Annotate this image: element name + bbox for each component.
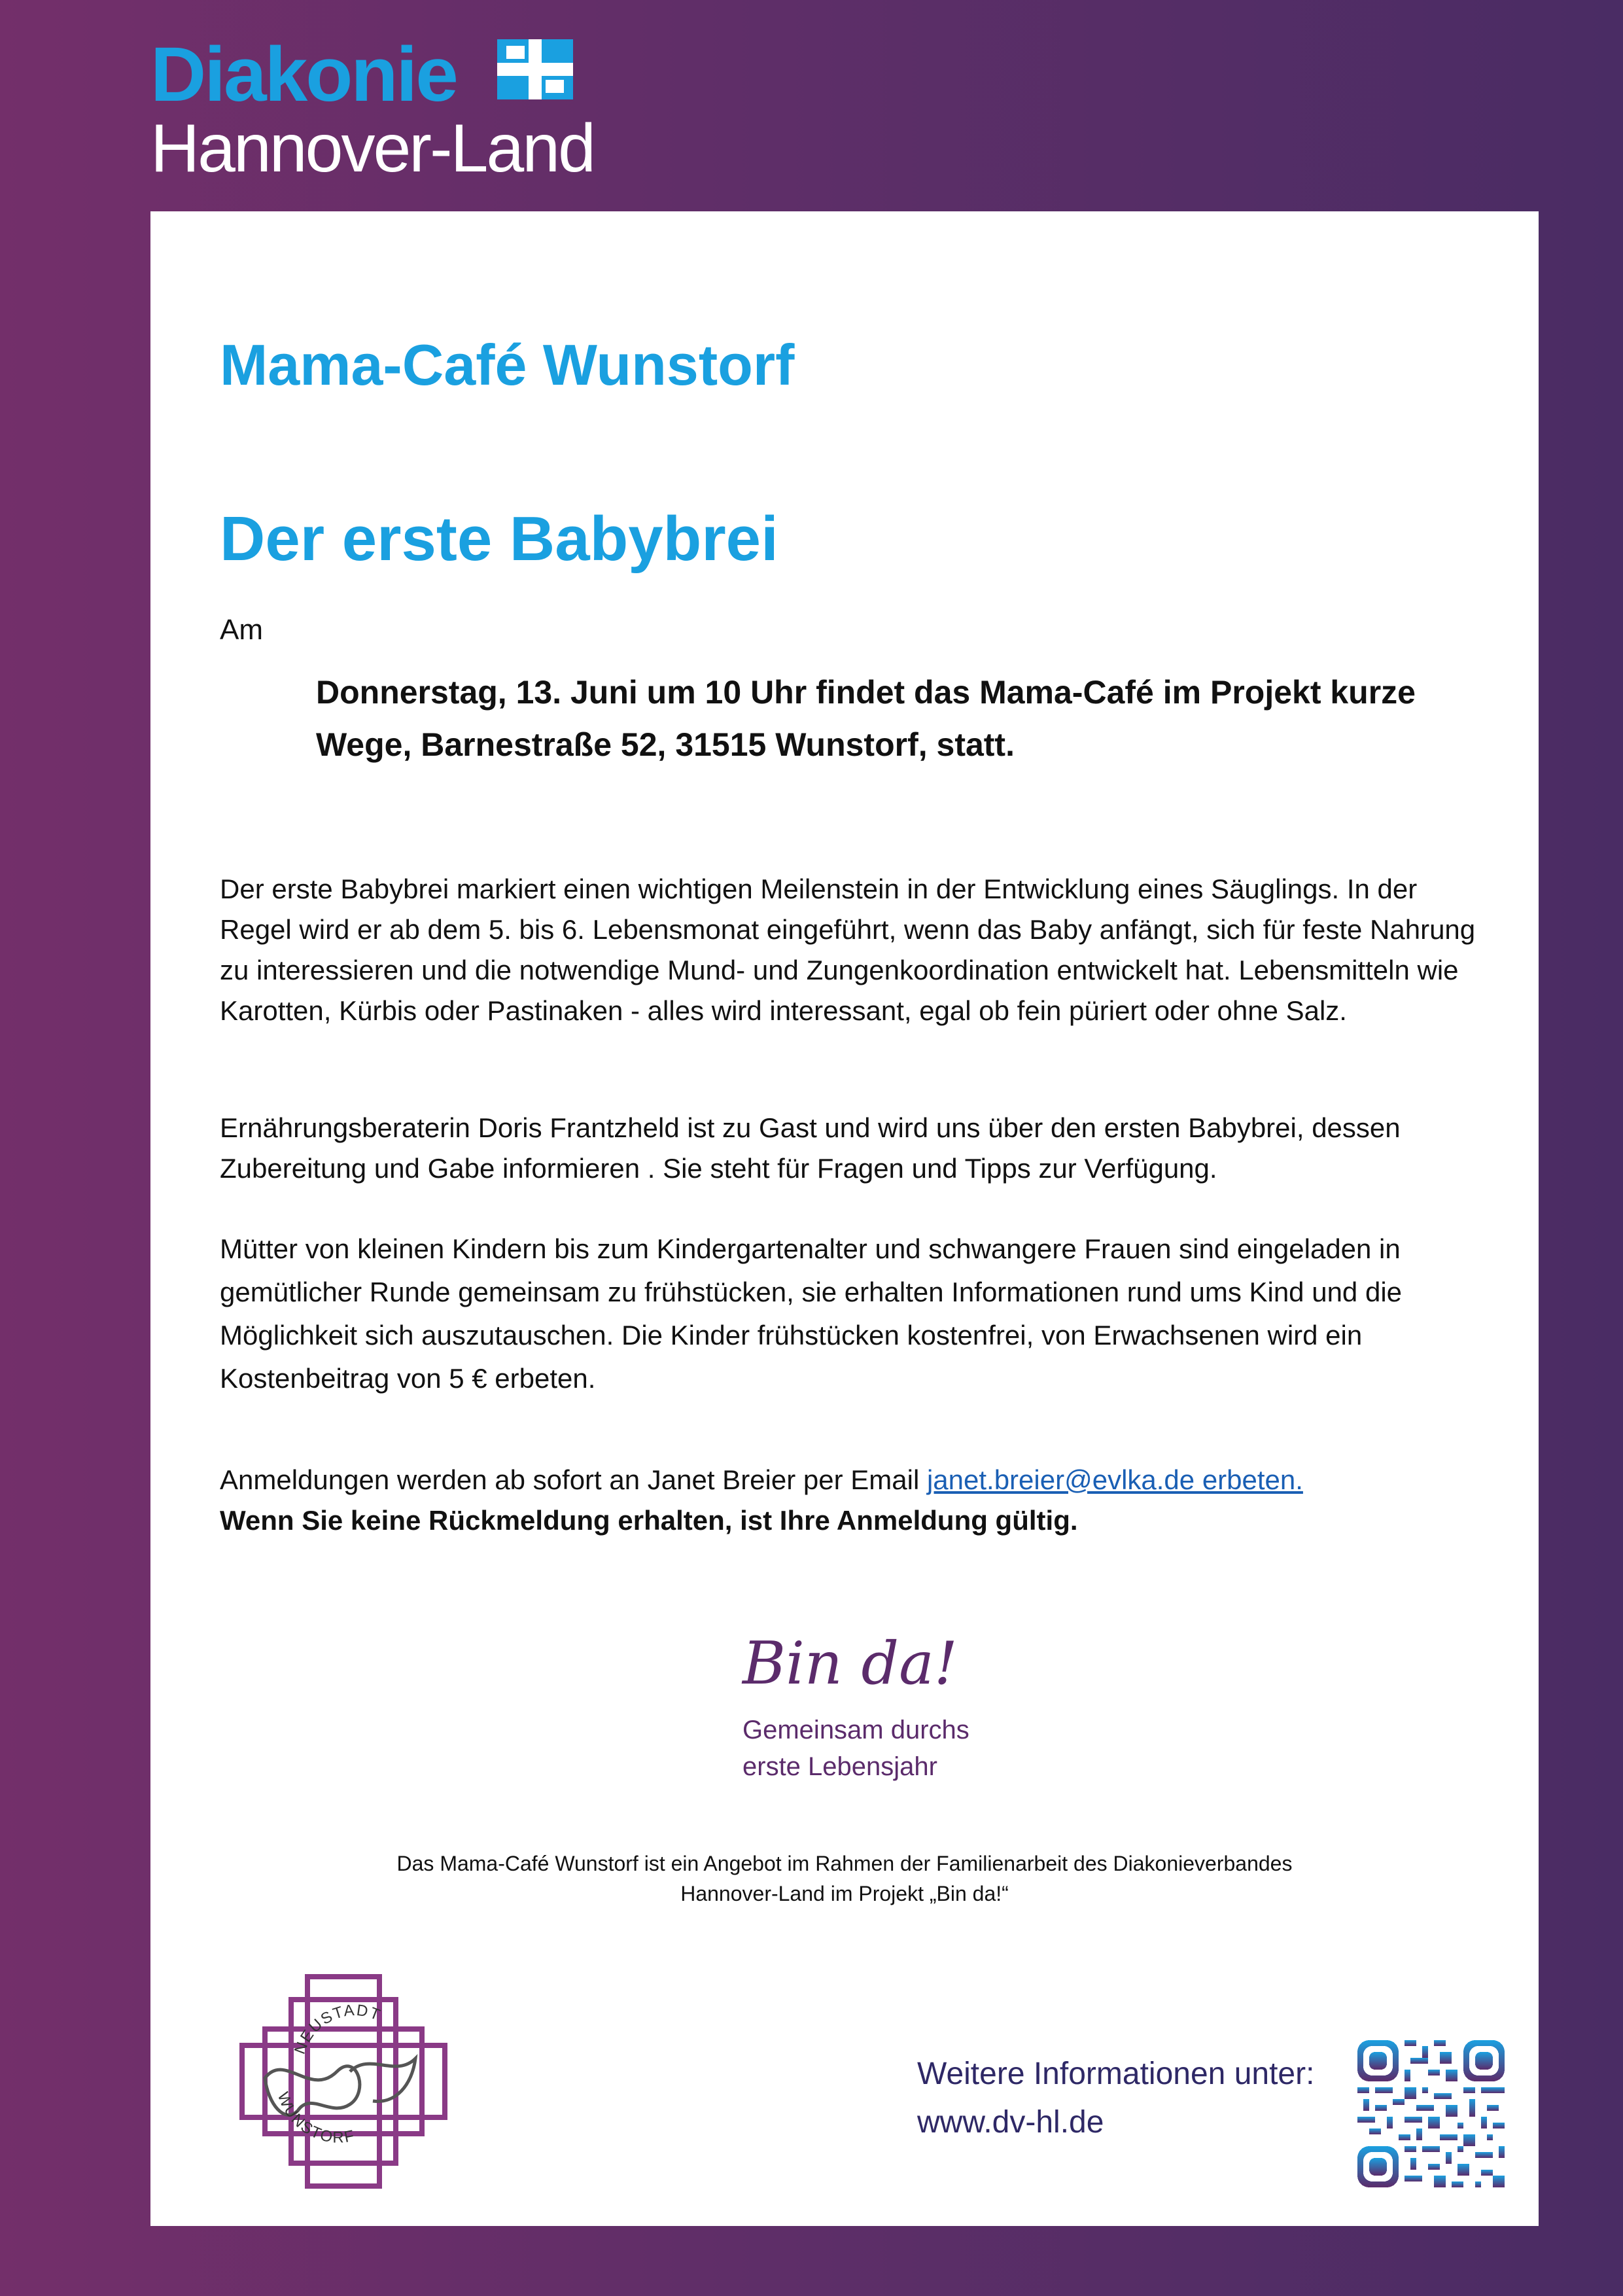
registration-block <box>220 1460 1489 1541</box>
logo-brand-name: Diakonie <box>150 31 457 118</box>
event-details: Donnerstag, 13. Juni um 10 Uhr findet das Mama-Café im Projekt kurze Wege, Barnestraße 52, 31515 Wunstorf, statt. <box>316 674 1416 763</box>
flyer-sheet <box>150 211 1539 2226</box>
event-title: Der erste Babybrei <box>220 504 778 574</box>
bin-da-logo <box>742 1629 1050 1792</box>
seal-bottom-text: WUNSTORF <box>273 2089 357 2147</box>
footnote-line2: Hannover-Land im Projekt „Bin da!“ <box>680 1882 1009 1905</box>
bin-da-tagline <box>742 1712 969 1785</box>
footnote-line1: Das Mama-Café Wunstorf ist ein Angebot im Rahmen der Familienarbeit des Diakonieverbandes <box>396 1852 1293 1875</box>
paragraph-invitation: Mütter von kleinen Kindern bis zum Kindergartenalter und schwangere Frauen sind eingeladen in gemütlicher Runde gemeinsam zu frühstücken, sie erhalten Informationen rund ums Kind und die Möglichkeit sich auszutauschen. Die Kinder frühstücken kostenfrei, von Erwachsenen wird ein Kostenbeitrag von 5 € erbeten. <box>220 1233 1403 1394</box>
footnote <box>150 1848 1539 1909</box>
bin-da-script-text: Bin da! <box>742 1629 958 1698</box>
date-intro-label: Am <box>220 614 263 646</box>
seal-top-text: NEUSTADT <box>290 2001 384 2057</box>
qr-code-icon <box>1357 2040 1505 2187</box>
diakonie-logo <box>150 31 608 186</box>
bin-da-tagline-line2: erste Lebensjahr <box>742 1752 937 1781</box>
cafe-title: Mama-Café Wunstorf <box>220 332 795 397</box>
more-info <box>917 2050 1314 2147</box>
bin-da-tagline-line1: Gemeinsam durchs <box>742 1716 969 1744</box>
paragraph-intro: Der erste Babybrei markiert einen wichtigen Meilenstein in der Entwicklung eines Säuglings. In der Regel wird er ab dem 5. bis 6. Lebensmonat eingeführt, wenn das Baby anfängt, sich für feste Nahrung zu interessieren und die notwendige Mund- und Zungenkoordination entwickelt hat. Lebensmitteln wie Karotten, Kürbis oder Pastinaken - alles wird interessant, egal ob fein püriert oder ohne Salz. <box>220 874 1476 1026</box>
diakonie-cross-icon <box>497 39 573 99</box>
more-info-url[interactable]: www.dv-hl.de <box>917 2105 1104 2140</box>
more-info-label: Weitere Informationen unter: <box>917 2057 1315 2091</box>
logo-region-name: Hannover-Land <box>150 111 594 186</box>
registration-text: Anmeldungen werden ab sofort an Janet Breier per Email <box>220 1464 927 1495</box>
neustadt-wunstorf-seal-icon <box>239 1973 448 2189</box>
paragraph-guest: Ernährungsberaterin Doris Frantzheld ist zu Gast und wird uns über den ersten Babybrei, dessen Zubereitung und Gabe informieren . Sie steht für Fragen und Tipps zur Verfügung. <box>220 1112 1401 1184</box>
registration-email-link[interactable]: janet.breier@evlka.de erbeten. <box>926 1464 1303 1495</box>
registration-note: Wenn Sie keine Rückmeldung erhalten, ist Ihre Anmeldung gültig. <box>220 1505 1078 1536</box>
